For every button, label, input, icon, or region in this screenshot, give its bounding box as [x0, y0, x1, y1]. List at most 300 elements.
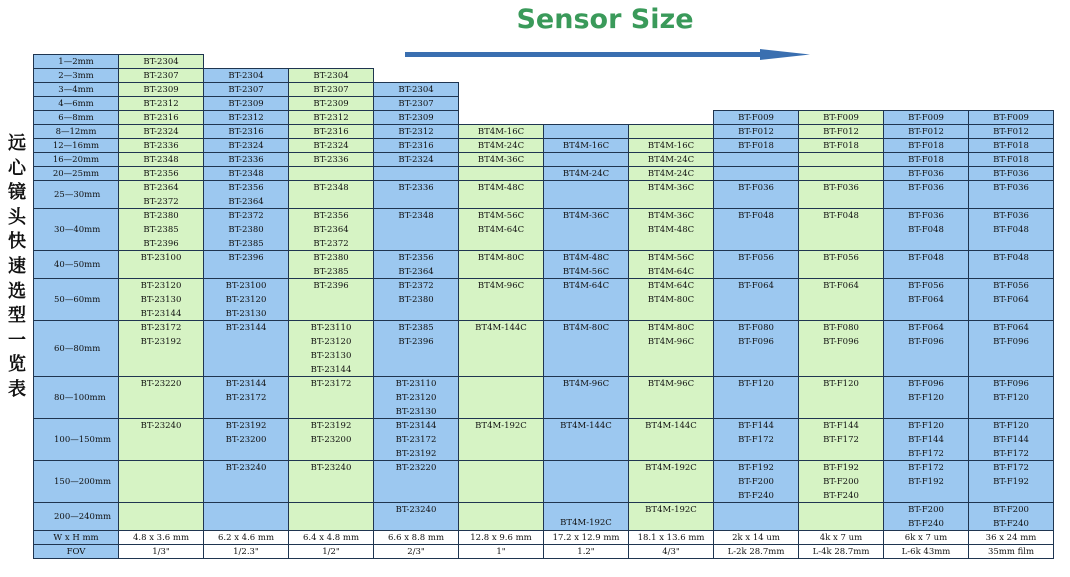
model-cell [288, 376, 374, 419]
model-name: BT-2364 [143, 183, 179, 193]
spec-cell [798, 544, 884, 559]
model-cell [288, 138, 374, 153]
range-label [33, 460, 119, 503]
model-name: BT-23240 [140, 421, 182, 431]
range-label-text: 12—16mm [52, 140, 100, 151]
model-name: BT-F200 [823, 477, 859, 487]
model-cell [968, 166, 1054, 181]
model-name: BT-2385 [228, 239, 264, 249]
model-name: BT-F036 [908, 169, 944, 179]
model-cell [373, 502, 459, 531]
model-name: BT-F048 [738, 211, 774, 221]
model-cell [118, 110, 204, 125]
model-cell [968, 502, 1054, 531]
model-name: BT4M-64C [647, 281, 695, 291]
model-name: BT4M-16C [477, 127, 525, 137]
model-name: BT4M-96C [562, 379, 610, 389]
model-cell [628, 180, 714, 209]
model-name: BT-F048 [823, 211, 859, 221]
model-cell [883, 278, 969, 321]
model-name: BT-2380 [143, 211, 179, 221]
side-label-char: 远 [8, 133, 26, 154]
model-name: BT-F172 [993, 449, 1029, 459]
spec-text: 6.2 x 4.6 mm [217, 532, 275, 543]
model-name: BT-F018 [823, 141, 859, 151]
model-name: BT-F080 [738, 323, 774, 333]
range-label-text: 200—240mm [54, 511, 112, 522]
spec-cell [628, 530, 714, 545]
model-cell [798, 208, 884, 251]
range-label [33, 152, 119, 167]
model-cell [118, 96, 204, 111]
spec-cell [883, 544, 969, 559]
model-cell [798, 180, 884, 209]
model-cell [373, 208, 459, 251]
model-cell [968, 376, 1054, 419]
spec-cell [203, 530, 289, 545]
model-name: BT-2356 [313, 211, 349, 221]
model-name: BT-2364 [228, 197, 264, 207]
model-name: BT-F036 [738, 183, 774, 193]
range-label-text: 20—25mm [52, 168, 100, 179]
model-cell [203, 180, 289, 209]
model-cell [713, 320, 799, 377]
range-label [33, 68, 119, 83]
model-cell [713, 460, 799, 503]
model-name: BT-2396 [313, 281, 349, 291]
model-cell [458, 502, 544, 531]
model-cell [713, 208, 799, 251]
model-name: BT4M-144C [475, 323, 527, 333]
footer-label [33, 544, 119, 559]
model-name: BT-2364 [398, 267, 434, 277]
spec-text: 17.2 x 12.9 mm [552, 532, 620, 543]
model-name: BT4M-36C [647, 183, 695, 193]
range-label-text: 80—100mm [54, 392, 106, 403]
model-name: BT-2372 [398, 281, 434, 291]
range-label-text: 25—30mm [54, 189, 101, 200]
model-cell [713, 278, 799, 321]
model-cell [288, 166, 374, 181]
model-name: BT-F056 [908, 281, 944, 291]
model-name: BT-F064 [738, 281, 774, 291]
range-label-text: 100—150mm [54, 434, 112, 445]
range-label-text: 16—20mm [52, 154, 100, 165]
range-label [33, 278, 119, 321]
model-name: BT-2396 [398, 337, 434, 347]
model-cell [373, 138, 459, 153]
model-name: BT-F120 [908, 393, 944, 403]
model-cell [373, 278, 459, 321]
model-name: BT-F056 [823, 253, 859, 263]
model-cell [288, 418, 374, 461]
model-cell [543, 460, 629, 503]
model-cell [203, 138, 289, 153]
model-name: BT-F240 [908, 519, 944, 529]
model-name: BT-F144 [823, 421, 859, 431]
model-cell [373, 180, 459, 209]
model-name: BT-F192 [908, 477, 944, 487]
spec-text: 1" [496, 546, 506, 557]
range-label-text: 150—200mm [54, 476, 112, 487]
model-name: BT4M-80C [477, 253, 525, 263]
model-cell [458, 166, 544, 181]
model-name: BT-2312 [398, 127, 434, 137]
model-name: BT-F018 [993, 141, 1029, 151]
model-cell [798, 376, 884, 419]
model-cell [373, 250, 459, 279]
model-name: BT-2307 [398, 99, 434, 109]
model-name: BT-2336 [228, 155, 264, 165]
model-cell [543, 502, 629, 531]
spec-cell [288, 544, 374, 559]
model-name: BT-23240 [225, 463, 267, 473]
model-name: BT-2348 [143, 155, 179, 165]
model-name: BT-F009 [993, 113, 1029, 123]
model-name: BT-2380 [398, 295, 434, 305]
model-cell [628, 166, 714, 181]
range-label [33, 96, 119, 111]
spec-cell [798, 530, 884, 545]
model-name: BT4M-144C [560, 421, 612, 431]
model-name: BT-23144 [225, 379, 267, 389]
model-cell [118, 68, 204, 83]
model-name: BT4M-36C [477, 155, 525, 165]
model-cell [968, 418, 1054, 461]
model-name: BT4M-48C [477, 183, 525, 193]
model-name: BT4M-24C [477, 141, 525, 151]
model-name: BT-2380 [228, 225, 264, 235]
model-name: BT-F018 [993, 155, 1029, 165]
model-cell [118, 138, 204, 153]
model-cell [798, 502, 884, 531]
model-cell [628, 250, 714, 279]
model-cell [373, 152, 459, 167]
model-name: BT-2348 [398, 211, 434, 221]
model-name: BT-2372 [228, 211, 264, 221]
model-name: BT-2396 [143, 239, 179, 249]
model-cell [373, 166, 459, 181]
spec-text: 4.8 x 3.6 mm [132, 532, 190, 543]
model-name: BT4M-56C [562, 267, 610, 277]
model-cell [628, 460, 714, 503]
model-cell [203, 418, 289, 461]
model-name: BT-F096 [993, 379, 1029, 389]
model-name: BT4M-16C [562, 141, 610, 151]
model-name: BT-2324 [398, 155, 434, 165]
model-name: BT-23120 [395, 393, 437, 403]
model-name: BT-23130 [395, 407, 437, 417]
model-name: BT-23144 [395, 421, 437, 431]
model-cell [798, 138, 884, 153]
model-name: BT-F172 [738, 435, 774, 445]
model-cell [288, 110, 374, 125]
model-cell [883, 180, 969, 209]
spec-text: 18.1 x 13.6 mm [637, 532, 705, 543]
spec-cell [458, 544, 544, 559]
model-cell [373, 124, 459, 139]
model-cell [373, 320, 459, 377]
model-name: BT-23120 [140, 281, 182, 291]
range-label [33, 376, 119, 419]
model-name: BT4M-16C [647, 141, 695, 151]
model-name: BT-F096 [908, 337, 944, 347]
model-name: BT-F048 [993, 253, 1029, 263]
model-name: BT-23220 [395, 463, 437, 473]
model-cell [798, 124, 884, 139]
model-name: BT-F036 [993, 211, 1029, 221]
spec-text: 36 x 24 mm [985, 532, 1037, 543]
model-name: BT-2304 [313, 71, 349, 81]
model-name: BT-23144 [310, 365, 352, 375]
model-name: BT-F200 [908, 505, 944, 515]
model-name: BT-23192 [310, 421, 352, 431]
model-cell [288, 82, 374, 97]
model-name: BT-23172 [310, 379, 352, 389]
model-name: BT-2304 [143, 57, 179, 67]
model-cell [883, 166, 969, 181]
range-label-text: 2—3mm [58, 70, 94, 81]
model-cell [118, 54, 204, 69]
model-name: BT-23240 [310, 463, 352, 473]
spec-cell [288, 530, 374, 545]
spec-text: 4/3" [662, 546, 680, 557]
model-name: BT-2396 [228, 253, 264, 263]
model-cell [798, 418, 884, 461]
side-label-char: 镜 [8, 182, 26, 204]
model-name: BT4M-36C [562, 211, 610, 221]
model-cell [883, 124, 969, 139]
model-name: BT-2385 [398, 323, 434, 333]
model-cell [373, 376, 459, 419]
model-cell [543, 180, 629, 209]
model-name: BT4M-96C [477, 281, 525, 291]
model-name: BT4M-192C [475, 421, 527, 431]
model-cell [713, 110, 799, 125]
model-name: BT-23172 [225, 393, 267, 403]
model-name: BT-F120 [908, 421, 944, 431]
model-cell [118, 376, 204, 419]
model-name: BT4M-144C [645, 421, 697, 431]
model-cell [543, 124, 629, 139]
model-name: BT-2312 [143, 99, 179, 109]
model-cell [883, 460, 969, 503]
model-cell [458, 320, 544, 377]
model-name: BT-F009 [738, 113, 774, 123]
range-label [33, 166, 119, 181]
model-cell [203, 110, 289, 125]
model-cell [203, 166, 289, 181]
spec-text: 1.2" [577, 546, 595, 557]
range-label [33, 138, 119, 153]
model-name: BT-2356 [228, 183, 264, 193]
spec-text: L-6k 43mm [901, 546, 951, 557]
model-cell [203, 250, 289, 279]
model-cell [713, 418, 799, 461]
model-cell [288, 180, 374, 209]
model-name: BT-F240 [993, 519, 1029, 529]
model-name: BT-F120 [993, 393, 1029, 403]
spec-text: 1/2.3" [233, 546, 259, 557]
model-cell [543, 278, 629, 321]
model-cell [288, 460, 374, 503]
model-cell [203, 208, 289, 251]
spec-cell [713, 544, 799, 559]
model-name: BT-2309 [228, 99, 264, 109]
model-cell [203, 96, 289, 111]
model-name: BT-23100 [140, 253, 182, 263]
model-name: BT-2364 [313, 225, 349, 235]
model-cell [968, 138, 1054, 153]
spec-cell [543, 544, 629, 559]
model-name: BT-2372 [143, 197, 179, 207]
model-cell [883, 208, 969, 251]
model-name: BT4M-64C [562, 281, 610, 291]
model-cell [713, 180, 799, 209]
model-name: BT-F064 [993, 323, 1029, 333]
spec-cell [373, 530, 459, 545]
spec-text: 1/3" [152, 546, 170, 557]
model-cell [118, 180, 204, 209]
model-name: BT-F172 [823, 435, 859, 445]
model-cell [883, 138, 969, 153]
model-name: BT4M-36C [647, 211, 695, 221]
model-cell [118, 208, 204, 251]
model-name: BT-2304 [398, 85, 434, 95]
model-name: BT-2309 [398, 113, 434, 123]
model-name: BT-23144 [140, 309, 182, 319]
range-label [33, 54, 119, 69]
model-name: BT-F009 [908, 113, 944, 123]
model-cell [118, 278, 204, 321]
model-cell [203, 68, 289, 83]
side-label-char: 快 [8, 231, 26, 253]
model-name: BT-23220 [140, 379, 182, 389]
model-cell [288, 502, 374, 531]
model-name: BT-F240 [738, 491, 774, 501]
model-cell [798, 152, 884, 167]
model-name: BT-F018 [738, 141, 774, 151]
range-label [33, 208, 119, 251]
model-cell [118, 320, 204, 377]
model-cell [628, 208, 714, 251]
spec-text: 12.8 x 9.6 mm [470, 532, 532, 543]
model-cell [458, 124, 544, 139]
model-cell [543, 320, 629, 377]
model-name: BT-2356 [143, 169, 179, 179]
model-cell [968, 208, 1054, 251]
model-name: BT-2307 [313, 85, 349, 95]
model-cell [203, 460, 289, 503]
model-name: BT-F012 [908, 127, 944, 137]
model-cell [203, 278, 289, 321]
model-name: BT-F200 [738, 477, 774, 487]
model-cell [883, 502, 969, 531]
model-name: BT-23100 [225, 281, 267, 291]
spec-cell [628, 544, 714, 559]
model-cell [288, 278, 374, 321]
model-cell [968, 180, 1054, 209]
model-name: BT-23200 [310, 435, 352, 445]
spec-text: 1/2" [322, 546, 340, 557]
model-cell [713, 502, 799, 531]
model-name: BT4M-24C [647, 155, 695, 165]
model-name: BT-F036 [993, 183, 1029, 193]
side-label-char: 表 [8, 378, 26, 400]
model-cell [543, 166, 629, 181]
model-cell [458, 418, 544, 461]
model-cell [883, 418, 969, 461]
model-name: BT-F012 [823, 127, 859, 137]
model-cell [968, 278, 1054, 321]
model-name: BT-2324 [313, 141, 349, 151]
model-name: BT4M-192C [645, 463, 697, 473]
range-label [33, 320, 119, 377]
model-name: BT-2356 [398, 253, 434, 263]
model-name: BT-2372 [313, 239, 349, 249]
model-name: BT4M-80C [562, 323, 610, 333]
model-name: BT-F096 [993, 337, 1029, 347]
spec-cell [373, 544, 459, 559]
spec-cell [458, 530, 544, 545]
model-name: BT-23110 [310, 323, 352, 333]
model-cell [543, 208, 629, 251]
model-name: BT-F036 [823, 183, 859, 193]
model-cell [288, 124, 374, 139]
model-cell [373, 82, 459, 97]
model-name: BT4M-96C [647, 379, 695, 389]
model-cell [458, 278, 544, 321]
model-name: BT-F064 [823, 281, 859, 291]
model-cell [628, 376, 714, 419]
model-name: BT-2304 [228, 71, 264, 81]
spec-text: 2k x 14 um [732, 532, 780, 543]
model-name: BT-F192 [823, 463, 859, 473]
model-cell [968, 460, 1054, 503]
model-name: BT-F064 [908, 323, 944, 333]
range-label-text: 30—40mm [54, 224, 101, 235]
model-name: BT-23110 [395, 379, 437, 389]
range-label-text: W x H mm [53, 532, 99, 543]
model-name: BT-F192 [738, 463, 774, 473]
model-cell [713, 124, 799, 139]
chart-title: Sensor Size [516, 4, 694, 35]
side-label-char: 速 [8, 255, 26, 277]
spec-text: L-4k 28.7mm [812, 546, 870, 557]
model-cell [968, 110, 1054, 125]
model-name: BT-F056 [738, 253, 774, 263]
model-cell [713, 166, 799, 181]
range-label-text: 3—4mm [58, 84, 94, 95]
model-name: BT4M-80C [647, 295, 695, 305]
model-cell [458, 376, 544, 419]
model-cell [373, 460, 459, 503]
model-cell [628, 418, 714, 461]
range-label-text: 40—50mm [54, 259, 101, 270]
model-cell [373, 110, 459, 125]
model-name: BT-2309 [143, 85, 179, 95]
side-label-char: 选 [8, 280, 26, 302]
model-cell [458, 250, 544, 279]
model-cell [543, 138, 629, 153]
side-label-char: 一 [8, 329, 26, 351]
model-cell [203, 124, 289, 139]
model-name: BT-23144 [225, 323, 267, 333]
model-name: BT-23200 [225, 435, 267, 445]
model-name: BT-F200 [993, 505, 1029, 515]
model-name: BT-2336 [143, 141, 179, 151]
model-cell [543, 152, 629, 167]
